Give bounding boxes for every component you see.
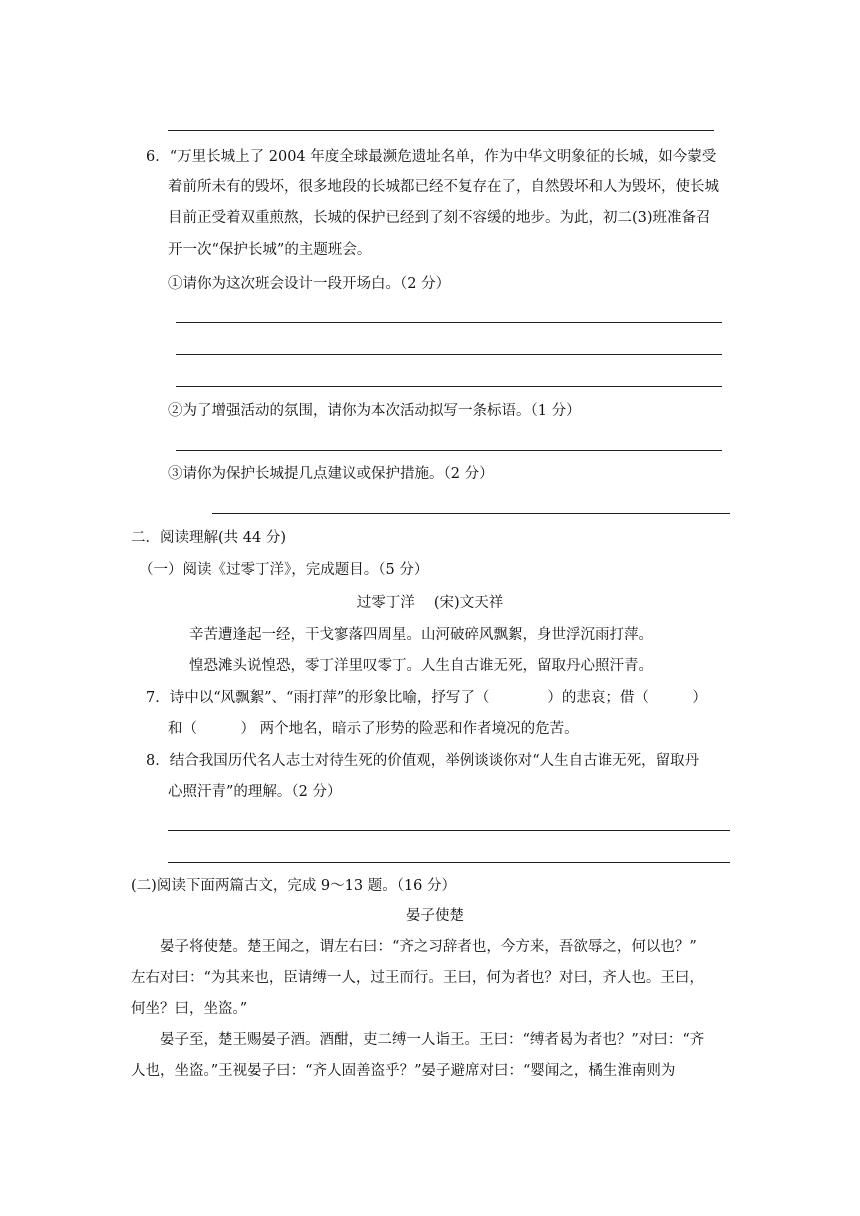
poem-line-1: 辛苦遭逢起一经，干戈寥落四周星。山河破碎风飘絮，身世浮沉雨打萍。 <box>189 627 653 643</box>
q6-sub-3: ③请你为保护长城提几点建议或保护措施。（2 分） <box>168 466 494 482</box>
essay-para-1-line-1: 晏子将使楚。楚王闻之，谓左右曰：“齐之习辞者也，今方来，吾欲辱之，何以也？” <box>160 939 697 955</box>
q6-line-4: 开一次“保护长城”的主题班会。 <box>168 242 372 258</box>
q7-line-1: 7．诗中以“风飘絮”、“雨打萍”的形象比喻，抒写了（ ）的悲哀；借（ ） <box>146 690 707 706</box>
answer-line <box>168 830 730 831</box>
poem-title: 过零丁洋 (宋)文天祥 <box>356 595 504 611</box>
essay-title: 晏子使楚 <box>406 908 464 924</box>
q6-line-2: 着前所未有的毁坏，很多地段的长城都已经不复存在了，自然毁坏和人为毁坏，使长城 <box>168 179 719 195</box>
answer-line <box>176 450 722 451</box>
answer-line <box>212 513 730 514</box>
essay-para-2-line-2: 人也，坐盗。”王视晏子曰：“齐人固善盗乎？”晏子避席对曰：“婴闻之，橘生淮南则为 <box>131 1063 676 1079</box>
q6-sub-1: ①请你为这次班会设计一段开场白。（2 分） <box>168 276 451 292</box>
q6-sub-2: ②为了增强活动的氛围，请你为本次活动拟写一条标语。（1 分） <box>168 403 581 419</box>
answer-line <box>176 386 722 387</box>
q7-line-2: 和（ ） 两个地名，暗示了形势的险恶和作者境况的危苦。 <box>168 721 579 737</box>
poem-line-2: 惶恐滩头说惶恐，零丁洋里叹零丁。人生自古谁无死，留取丹心照汗青。 <box>189 658 653 674</box>
q6-line-3: 目前正受着双重煎熬，长城的保护已经到了刻不容缓的地步。为此，初二(3)班准备召 <box>168 210 711 226</box>
part2-heading: (二)阅读下面两篇古文，完成 9～13 题。（16 分） <box>131 878 457 894</box>
q6-line-1: 6．“万里长城上了 2004 年度全球最濒危遗址名单，作为中华文明象征的长城，如今蒙受 <box>146 149 717 165</box>
essay-para-2-line-1: 晏子至，楚王赐晏子酒。酒酣，吏二缚一人诣王。王曰：“缚者曷为者也？”对曰：“齐 <box>160 1032 705 1048</box>
answer-line <box>168 862 730 863</box>
q8-line-1: 8．结合我国历代名人志士对待生死的价值观，举例谈谈你对“人生自古谁无死，留取丹 <box>146 753 700 769</box>
answer-line <box>168 130 714 131</box>
essay-para-1-line-3: 何坐？曰，坐盗。” <box>131 1001 248 1017</box>
section-heading: 二．阅读理解(共 44 分) <box>131 530 286 546</box>
essay-para-1-line-2: 左右对曰：“为其来也，臣请缚一人，过王而行。王曰，何为者也？对曰，齐人也。王曰， <box>131 970 704 986</box>
answer-line <box>176 322 722 323</box>
answer-line <box>176 354 722 355</box>
part1-heading: （一）阅读《过零丁洋》，完成题目。（5 分） <box>139 562 429 578</box>
q8-line-2: 心照汗青”的理解。（2 分） <box>168 784 342 800</box>
